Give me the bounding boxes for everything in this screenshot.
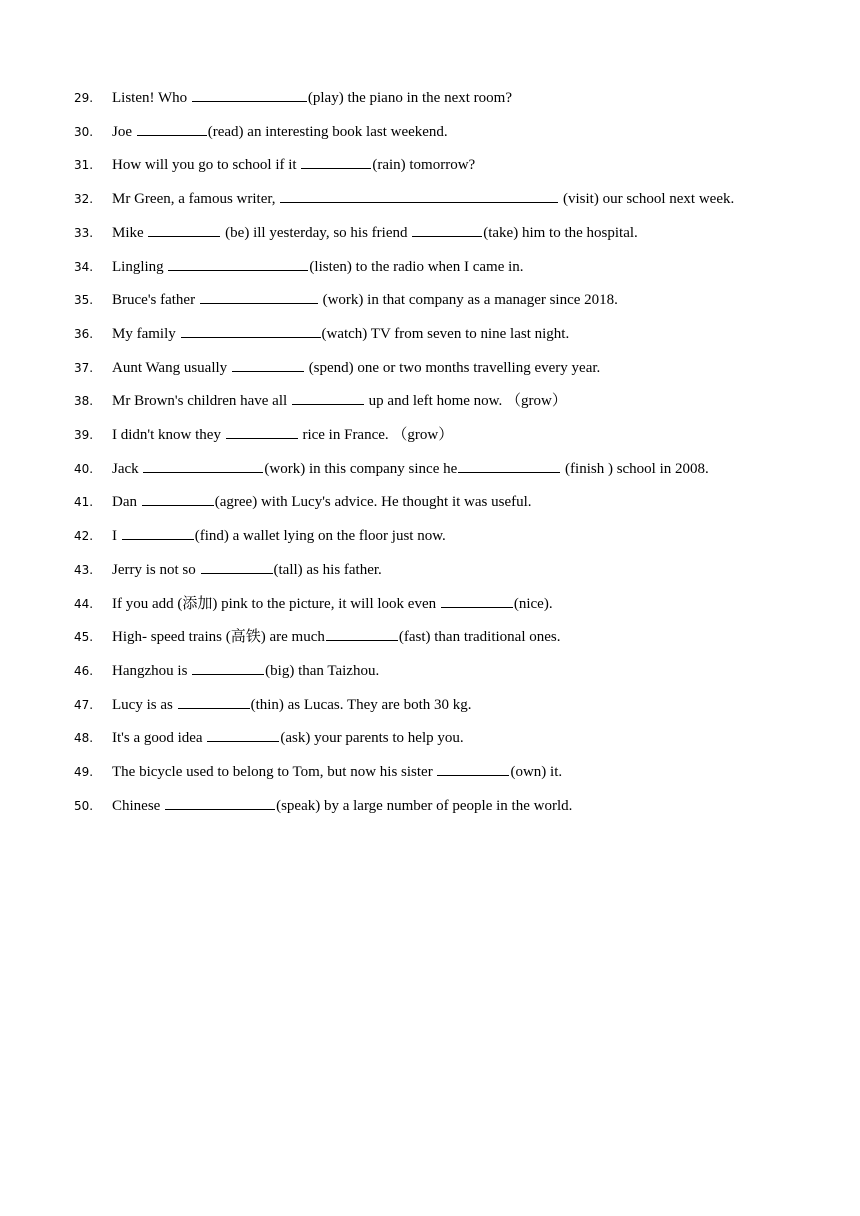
question-text: Mike: [112, 225, 148, 241]
answer-blank[interactable]: [412, 221, 482, 237]
answer-blank[interactable]: [292, 389, 364, 405]
question-text: (read) an interesting book last weekend.: [207, 124, 448, 140]
question-line: [74, 153, 475, 177]
question-text: (ask) your parents to help you.: [280, 730, 464, 746]
question-text: (spend) one or two months travelling every year.: [304, 360, 601, 376]
question-text: Jerry is not so: [112, 562, 200, 578]
question-number: 48.: [74, 731, 94, 745]
question-line: [74, 457, 709, 481]
question-text: (work) in this company since he: [264, 461, 458, 477]
question-text: (take) him to the hospital.: [483, 225, 638, 241]
question-text: Bruce's father: [112, 292, 199, 308]
answer-blank[interactable]: [301, 153, 371, 169]
answer-blank[interactable]: [143, 457, 263, 473]
question-line: [74, 726, 464, 750]
question-number: 50.: [74, 799, 94, 813]
question-text: Hangzhou is: [112, 663, 192, 679]
question-text: High- speed trains (高铁) are much: [112, 629, 325, 645]
question-number: 33.: [74, 226, 94, 240]
question-line: [74, 524, 446, 548]
question-line: [74, 659, 379, 683]
question-line: [74, 120, 448, 144]
question-number: 34.: [74, 260, 94, 274]
question-text: Dan: [112, 494, 141, 510]
answer-blank[interactable]: [280, 187, 558, 203]
answer-blank[interactable]: [168, 255, 308, 271]
question-text: Chinese: [112, 798, 165, 814]
question-text: (watch) TV from seven to nine last night.: [321, 326, 570, 342]
question-number: 42.: [74, 529, 94, 543]
question-number: 44.: [74, 597, 94, 611]
question-line: [74, 558, 382, 582]
question-text: (be) ill yesterday, so his friend: [221, 225, 412, 241]
question-number: 35.: [74, 293, 94, 307]
question-number: 31.: [74, 158, 94, 172]
question-line: [74, 322, 569, 346]
question-line: [74, 693, 472, 717]
answer-blank[interactable]: [122, 524, 194, 540]
question-number: 45.: [74, 630, 94, 644]
answer-blank[interactable]: [326, 625, 398, 641]
question-text: Mr Green, a famous writer,: [112, 191, 280, 207]
question-number: 39.: [74, 428, 94, 442]
question-text: (agree) with Lucy's advice. He thought it was useful.: [214, 494, 532, 510]
question-text: Lucy is as: [112, 697, 177, 713]
question-text: How will you go to school if it: [112, 157, 301, 173]
question-number: 36.: [74, 327, 94, 341]
question-line: [74, 760, 562, 784]
answer-blank[interactable]: [458, 457, 560, 473]
question-number: 32.: [74, 192, 94, 206]
question-text: Jack: [112, 461, 143, 477]
question-line: [74, 288, 618, 312]
question-text: The bicycle used to belong to Tom, but now his sister: [112, 764, 437, 780]
answer-blank[interactable]: [148, 221, 220, 237]
question-text: I didn't know they: [112, 427, 225, 443]
question-line: [74, 625, 560, 649]
question-text: Joe: [112, 124, 136, 140]
answer-blank[interactable]: [178, 693, 250, 709]
answer-blank[interactable]: [192, 86, 307, 102]
question-line: [74, 389, 567, 413]
question-text: (finish ) school in 2008.: [561, 461, 709, 477]
question-text: (find) a wallet lying on the floor just now.: [194, 528, 446, 544]
question-text: up and left home now. （grow）: [364, 393, 567, 409]
question-number: 40.: [74, 462, 94, 476]
answer-blank[interactable]: [207, 726, 279, 742]
question-text: (speak) by a large number of people in the world.: [276, 798, 573, 814]
question-line: [74, 592, 553, 616]
question-number: 46.: [74, 664, 94, 678]
question-number: 49.: [74, 765, 94, 779]
question-text: (nice).: [513, 596, 553, 612]
question-number: 41.: [74, 495, 94, 509]
answer-blank[interactable]: [200, 288, 318, 304]
question-text: (rain) tomorrow?: [372, 157, 476, 173]
question-text: My family: [112, 326, 180, 342]
answer-blank[interactable]: [441, 592, 513, 608]
question-text: (big) than Taizhou.: [265, 663, 380, 679]
answer-blank[interactable]: [137, 120, 207, 136]
answer-blank[interactable]: [201, 558, 273, 574]
question-text: Listen! Who: [112, 90, 191, 106]
answer-blank[interactable]: [226, 423, 298, 439]
answer-blank[interactable]: [142, 490, 214, 506]
question-line: [74, 490, 532, 514]
question-line: [74, 423, 453, 447]
question-number: 37.: [74, 361, 94, 375]
question-text: I: [112, 528, 121, 544]
question-text: (play) the piano in the next room?: [307, 90, 512, 106]
question-text: (own) it.: [510, 764, 563, 780]
question-number: 43.: [74, 563, 94, 577]
answer-blank[interactable]: [437, 760, 509, 776]
answer-blank[interactable]: [165, 794, 275, 810]
question-line: [74, 86, 512, 110]
answer-blank[interactable]: [192, 659, 264, 675]
question-line: [74, 794, 572, 818]
question-text: (work) in that company as a manager since 2018.: [318, 292, 618, 308]
question-text: Lingling: [112, 259, 168, 275]
question-text: Aunt Wang usually: [112, 360, 231, 376]
question-text: It's a good idea: [112, 730, 207, 746]
question-number: 38.: [74, 394, 94, 408]
question-text: (fast) than traditional ones.: [398, 629, 561, 645]
question-text: If you add (添加) pink to the picture, it will look even: [112, 596, 440, 612]
question-line: [74, 221, 638, 245]
question-number: 29.: [74, 91, 94, 105]
question-text: (thin) as Lucas. They are both 30 kg.: [250, 697, 472, 713]
answer-blank[interactable]: [232, 356, 304, 372]
question-number: 47.: [74, 698, 94, 712]
question-text: rice in France. （grow）: [298, 427, 454, 443]
question-text: Mr Brown's children have all: [112, 393, 291, 409]
answer-blank[interactable]: [181, 322, 321, 338]
question-text: (listen) to the radio when I came in.: [309, 259, 524, 275]
question-text: (tall) as his father.: [273, 562, 382, 578]
question-text: (visit) our school next week.: [559, 191, 735, 207]
question-number: 30.: [74, 125, 94, 139]
question-line: [74, 255, 524, 279]
question-line: [74, 356, 600, 380]
question-line: [74, 187, 734, 211]
